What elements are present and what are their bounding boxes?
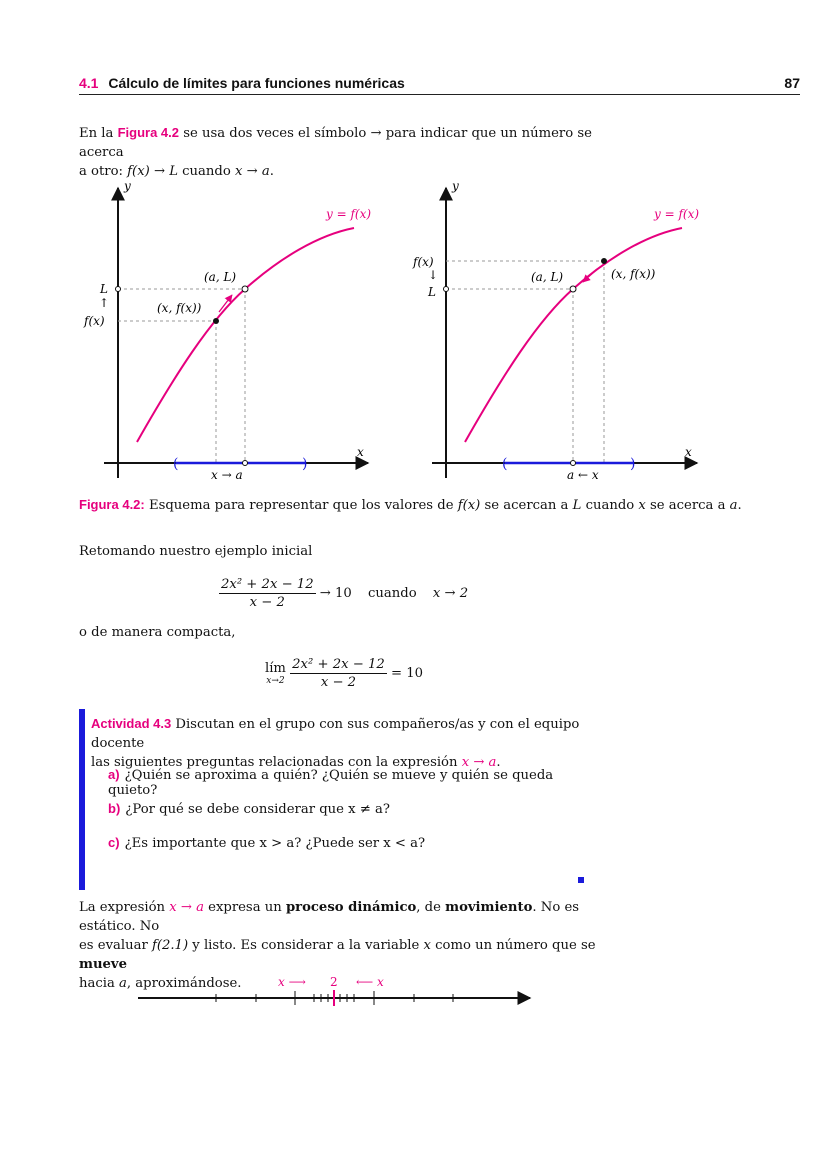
number-line-figure bbox=[0, 965, 828, 1015]
closing-text: . No es estático. No bbox=[79, 900, 580, 934]
question-label: c) bbox=[108, 835, 120, 850]
question-a bbox=[108, 767, 599, 798]
closing-bold: proceso dinámico bbox=[285, 900, 417, 915]
closing-text: expresa un bbox=[203, 900, 286, 915]
equation-2-fraction bbox=[290, 656, 387, 691]
equation-2 bbox=[265, 656, 423, 691]
left-interval-close: ) bbox=[302, 456, 308, 472]
equation-1-tail: x → 2 bbox=[432, 586, 469, 601]
section-number: 4.1 bbox=[79, 75, 99, 91]
question-text: ¿Es importante que x > a? ¿Puede ser x < a? bbox=[124, 836, 426, 851]
closing-expression: x → a bbox=[169, 900, 204, 915]
equation-2-rhs: = 10 bbox=[390, 666, 423, 681]
closing-text: hacia bbox=[79, 976, 120, 991]
activity-expression: x → a bbox=[461, 755, 497, 770]
right-curve-label: y = f(x) bbox=[654, 207, 700, 221]
intro-text: En la bbox=[79, 126, 118, 141]
caption-text: Esquema para representar que los valores de bbox=[144, 498, 458, 513]
intro-formula: x → a bbox=[234, 164, 270, 179]
intro-text: cuando bbox=[177, 164, 235, 179]
right-a-mark bbox=[571, 461, 576, 466]
closing-bold: movimiento bbox=[445, 900, 533, 915]
equation-1-denominator: x − 2 bbox=[249, 595, 285, 610]
activity-intro bbox=[91, 714, 601, 772]
closing-text: , aproximándose. bbox=[126, 976, 242, 991]
page-number: 87 bbox=[784, 75, 800, 91]
right-a-from-x: a ← x bbox=[567, 468, 599, 482]
question-b bbox=[108, 801, 390, 817]
intro-text: a otro: bbox=[79, 164, 128, 179]
closing-text: , de bbox=[416, 900, 446, 915]
left-tick-L-mark bbox=[116, 287, 121, 292]
left-panel bbox=[83, 179, 371, 482]
caption-var: a bbox=[729, 498, 738, 513]
closing-bold: mueve bbox=[79, 957, 127, 972]
closing-text: y listo. Es considerar a la variable bbox=[188, 938, 424, 953]
caption-var: f(x) bbox=[457, 498, 481, 513]
closing-text: La expresión bbox=[79, 900, 170, 915]
compacta-text: o de manera compacta, bbox=[79, 625, 236, 640]
caption-text: . bbox=[737, 498, 742, 513]
retomando-text: Retomando nuestro ejemplo inicial bbox=[79, 544, 313, 559]
right-point-aL bbox=[570, 286, 576, 292]
left-interval-open: ( bbox=[173, 456, 179, 472]
closing-var: x bbox=[423, 938, 431, 953]
left-tick-fx: f(x) bbox=[84, 314, 105, 328]
equation-1-cuando: cuando bbox=[368, 586, 417, 601]
equation-2-numerator: 2x² + 2x − 12 bbox=[292, 657, 385, 672]
left-y-label: y bbox=[124, 179, 131, 193]
right-point-xfx bbox=[601, 258, 607, 264]
right-interval-close: ) bbox=[630, 456, 636, 472]
running-header bbox=[79, 75, 800, 95]
figure-4-2 bbox=[0, 170, 828, 490]
equation-2-denominator: x − 2 bbox=[320, 675, 357, 690]
caption-text: cuando bbox=[581, 498, 639, 513]
activity-text: las siguientes preguntas relacionadas con la expresión bbox=[91, 755, 462, 770]
activity-sidebar bbox=[79, 709, 85, 890]
equation-1-numerator: 2x² + 2x − 12 bbox=[221, 577, 314, 592]
left-point-aL-label: (a, L) bbox=[204, 270, 237, 284]
caption-text: se acercan a bbox=[480, 498, 573, 513]
right-tick-L: L bbox=[428, 285, 436, 299]
right-panel bbox=[412, 179, 699, 482]
equation-2-subscript: x→2 bbox=[266, 676, 285, 686]
closing-text: es evaluar bbox=[79, 938, 152, 953]
right-interval-open: ( bbox=[502, 456, 508, 472]
closing-formula: f(2.1) bbox=[151, 938, 189, 953]
activity-end-mark bbox=[578, 877, 584, 883]
left-a-mark bbox=[243, 461, 248, 466]
left-x-to-a: x → a bbox=[211, 468, 243, 482]
equation-1 bbox=[219, 576, 468, 611]
right-point-aL-label: (a, L) bbox=[531, 270, 564, 284]
caption-var: x bbox=[638, 498, 646, 513]
number-line-right-label: ⟵ x bbox=[356, 975, 384, 989]
question-label: a) bbox=[108, 767, 120, 782]
equation-1-fraction bbox=[219, 576, 316, 611]
closing-text: como un número que se bbox=[430, 938, 596, 953]
activity-title: Actividad 4.3 bbox=[91, 716, 172, 731]
activity-box bbox=[79, 709, 599, 890]
caption-label: Figura 4.2: bbox=[79, 497, 145, 512]
number-line-left-label: x ⟶ bbox=[278, 975, 306, 989]
right-point-xfx-label: (x, f(x)) bbox=[611, 267, 656, 281]
intro-text: . bbox=[269, 164, 274, 179]
right-tick-fx: f(x) bbox=[413, 255, 434, 269]
caption-text: se acerca a bbox=[645, 498, 730, 513]
left-x-label: x bbox=[357, 445, 364, 459]
caption-var: L bbox=[572, 498, 582, 513]
question-c bbox=[108, 835, 425, 851]
activity-text: Discutan en el grupo con sus compañeros/as y con el equipo docente bbox=[91, 717, 580, 751]
closing-var: a bbox=[119, 976, 127, 991]
left-point-xfx bbox=[213, 318, 219, 324]
question-text: ¿Quién se aproxima a quién? ¿Quién se mueve y quién se queda quieto? bbox=[108, 768, 554, 798]
right-y-label: y bbox=[452, 179, 459, 193]
number-line-center-label: 2 bbox=[330, 975, 338, 989]
intro-formula: f(x) → L bbox=[127, 164, 178, 179]
activity-text: . bbox=[496, 755, 501, 770]
right-tick-L-mark bbox=[444, 287, 449, 292]
right-approach-arrow bbox=[583, 269, 597, 282]
question-text: ¿Por qué se debe considerar que x ≠ a? bbox=[125, 802, 390, 817]
equation-1-arrow: → 10 bbox=[319, 586, 352, 601]
figure-reference-link[interactable]: Figura 4.2 bbox=[117, 125, 180, 140]
right-down-arrow: ↓ bbox=[428, 268, 439, 282]
equation-2-lim: lím bbox=[265, 661, 286, 676]
left-curve-label: y = f(x) bbox=[326, 207, 372, 221]
left-point-aL bbox=[242, 286, 248, 292]
intro-text: se usa dos veces el símbolo → para indicar que un número se acerca bbox=[79, 126, 592, 160]
left-tick-L: L bbox=[100, 282, 108, 296]
left-point-xfx-label: (x, f(x)) bbox=[157, 301, 202, 315]
right-x-label: x bbox=[685, 445, 692, 459]
left-up-arrow: ↑ bbox=[99, 296, 110, 310]
question-label: b) bbox=[108, 801, 121, 816]
section-title: Cálculo de límites para funciones numéricas bbox=[108, 75, 405, 91]
figure-caption bbox=[79, 497, 799, 513]
